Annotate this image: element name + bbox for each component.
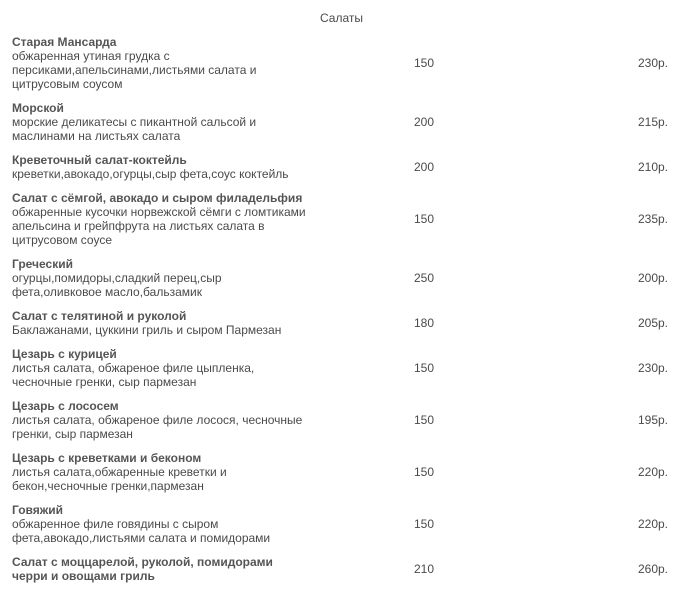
item-price: 210р.: [637, 160, 668, 174]
menu-item: [12, 191, 672, 247]
item-name: Греческий: [12, 257, 73, 271]
item-name: Старая Мансарда: [12, 35, 117, 49]
item-price: 200р.: [637, 271, 668, 285]
item-weight: 150: [414, 361, 435, 375]
item-name: Салат с сёмгой, авокадо и сыром филадельфия: [12, 191, 303, 205]
item-name: Морской: [12, 101, 64, 115]
item-description: листья салата,обжаренные креветки и бекон,чесночные гренки,пармезан: [12, 465, 227, 493]
item-price: 230р.: [637, 56, 668, 70]
item-name: Креветочный салат-коктейль: [12, 153, 187, 167]
item-price: 230р.: [637, 361, 668, 375]
menu-item: [12, 35, 672, 91]
menu-item: [12, 101, 672, 143]
item-description: Баклажанами, цуккини гриль и сыром Пармезан: [12, 323, 282, 337]
item-description: листья салата, обжареное филе лосося, чесночные гренки, сыр пармезан: [12, 413, 303, 441]
menu-item: [12, 451, 672, 493]
item-description: листья салата, обжареное филе цыпленка, чесночные гренки, сыр пармезан: [12, 361, 255, 389]
item-weight: 150: [414, 56, 435, 70]
menu-item: [12, 555, 672, 583]
menu-item: [12, 153, 672, 181]
item-name: Цезарь с креветками и беконом: [12, 451, 202, 465]
item-price: 215р.: [637, 115, 668, 129]
item-price: 195р.: [637, 413, 668, 427]
item-price: 220р.: [637, 517, 668, 531]
item-price: 205р.: [637, 316, 668, 330]
item-weight: 150: [414, 517, 435, 531]
item-name: Цезарь с курицей: [12, 347, 117, 361]
item-weight: 180: [414, 316, 435, 330]
item-weight: 200: [414, 160, 435, 174]
item-weight: 150: [414, 413, 435, 427]
item-price: 260р.: [637, 562, 668, 576]
item-description: обжаренная утиная грудка с персиками,апельсинами,листьями салата и цитрусовым соусом: [12, 49, 257, 91]
item-name: Говяжий: [12, 503, 64, 517]
menu-item: [12, 347, 672, 389]
item-description: обжаренное филе говядины с сыром фета,авокадо,листьями салата и помидорами: [12, 517, 271, 545]
item-name: Салат с моццарелой, руколой, помидорами черри и овощами гриль: [12, 555, 273, 583]
item-weight: 150: [414, 212, 435, 226]
item-description: огурцы,помидоры,сладкий перец,сыр фета,оливковое масло,бальзамик: [12, 271, 222, 299]
item-description: морские деликатесы с пикантной сальсой и маслинами на листьях салата: [12, 115, 257, 143]
menu-item: [12, 399, 672, 441]
item-weight: 210: [414, 562, 435, 576]
menu-item: [12, 503, 672, 545]
item-weight: 150: [414, 465, 435, 479]
section-title: Салаты: [319, 11, 363, 25]
item-weight: 250: [414, 271, 435, 285]
item-price: 235р.: [637, 212, 668, 226]
item-weight: 200: [414, 115, 435, 129]
item-description: обжаренные кусочки норвежской сёмги с ломтиками апельсина и грейпфрута на листьях салата в цитрусовом соусе: [12, 205, 306, 247]
item-name: Цезарь с лососем: [12, 399, 119, 413]
item-name: Салат с телятиной и руколой: [12, 309, 187, 323]
menu-item: [12, 257, 672, 299]
menu-item: [12, 309, 672, 337]
item-price: 220р.: [637, 465, 668, 479]
item-description: креветки,авокадо,огурцы,сыр фета,соус коктейль: [12, 167, 289, 181]
